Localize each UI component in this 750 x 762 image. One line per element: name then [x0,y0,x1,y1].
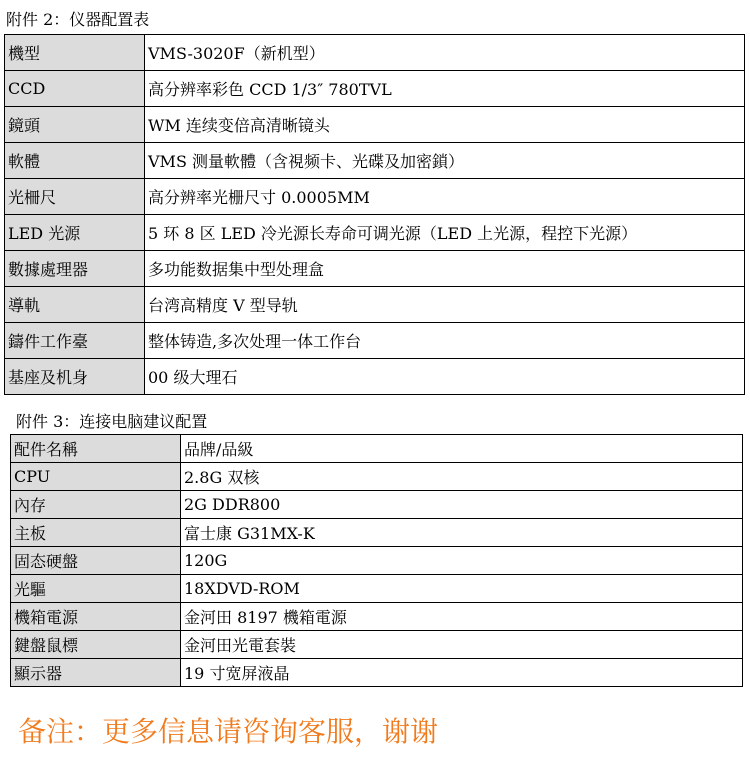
spec-value: 5 环 8 区 LED 冷光源长寿命可调光源（LED 上光源，程控下光源） [145,215,745,251]
spec-value: 多功能数据集中型处理盒 [145,251,745,287]
instrument-config-table [4,34,745,395]
spec-key: 導軌 [5,287,145,323]
pc-config-table [10,434,743,687]
component-key: 固态硬盤 [11,547,181,575]
table-row [11,491,743,519]
component-key: 鍵盤鼠標 [11,631,181,659]
spec-value: 高分辨率彩色 CCD 1/3″ 780TVL [145,71,745,107]
spec-key: 數據處理器 [5,251,145,287]
spec-value: 00 级大理石 [145,359,745,395]
spec-key: 機型 [5,35,145,71]
table-row [5,215,745,251]
table-row [5,35,745,71]
component-value: 2G DDR800 [181,491,743,519]
spec-key: 鏡頭 [5,107,145,143]
table-row [5,107,745,143]
spec-value: VMS-3020F（新机型） [145,35,745,71]
appendix-3-caption: 附件 3：连接电脑建议配置 [16,412,208,431]
component-key: 內存 [11,491,181,519]
spec-value: WM 连续变倍高清晰镜头 [145,107,745,143]
table-row [11,659,743,687]
customer-service-note: 备注：更多信息请咨询客服，谢谢 [18,715,439,748]
spec-value: VMS 测量軟體（含視频卡、光碟及加密鎖） [145,143,745,179]
component-value: 金河田 8197 機箱電源 [181,603,743,631]
component-key: 顯示器 [11,659,181,687]
spec-key: 基座及机身 [5,359,145,395]
component-value: 2.8G 双核 [181,463,743,491]
component-key: 機箱電源 [11,603,181,631]
spec-value: 台湾高精度 V 型导轨 [145,287,745,323]
table-row [11,547,743,575]
component-value: 品牌/品級 [181,435,743,463]
table-row [5,287,745,323]
table-row [11,603,743,631]
table-row [11,519,743,547]
appendix-2-caption: 附件 2：仪器配置表 [6,10,150,29]
table-row [11,435,743,463]
component-key: 主板 [11,519,181,547]
component-key: 配件名稱 [11,435,181,463]
table-row [11,575,743,603]
component-value: 19 寸宽屏液晶 [181,659,743,687]
spec-value: 高分辨率光栅尺寸 0.0005MM [145,179,745,215]
spec-key: LED 光源 [5,215,145,251]
table-row [11,631,743,659]
spec-key: 鑄件工作臺 [5,323,145,359]
component-value: 富士康 G31MX-K [181,519,743,547]
table-row [5,359,745,395]
component-value: 120G [181,547,743,575]
table-row [5,71,745,107]
table-row [5,179,745,215]
table-row [11,463,743,491]
spec-key: 軟體 [5,143,145,179]
spec-key: CCD [5,71,145,107]
component-value: 金河田光電套裝 [181,631,743,659]
component-key: CPU [11,463,181,491]
table-row [5,143,745,179]
table-row [5,251,745,287]
spec-value: 整体铸造,多次处理一体工作台 [145,323,745,359]
component-value: 18XDVD-ROM [181,575,743,603]
component-key: 光驅 [11,575,181,603]
spec-key: 光柵尺 [5,179,145,215]
table-row [5,323,745,359]
